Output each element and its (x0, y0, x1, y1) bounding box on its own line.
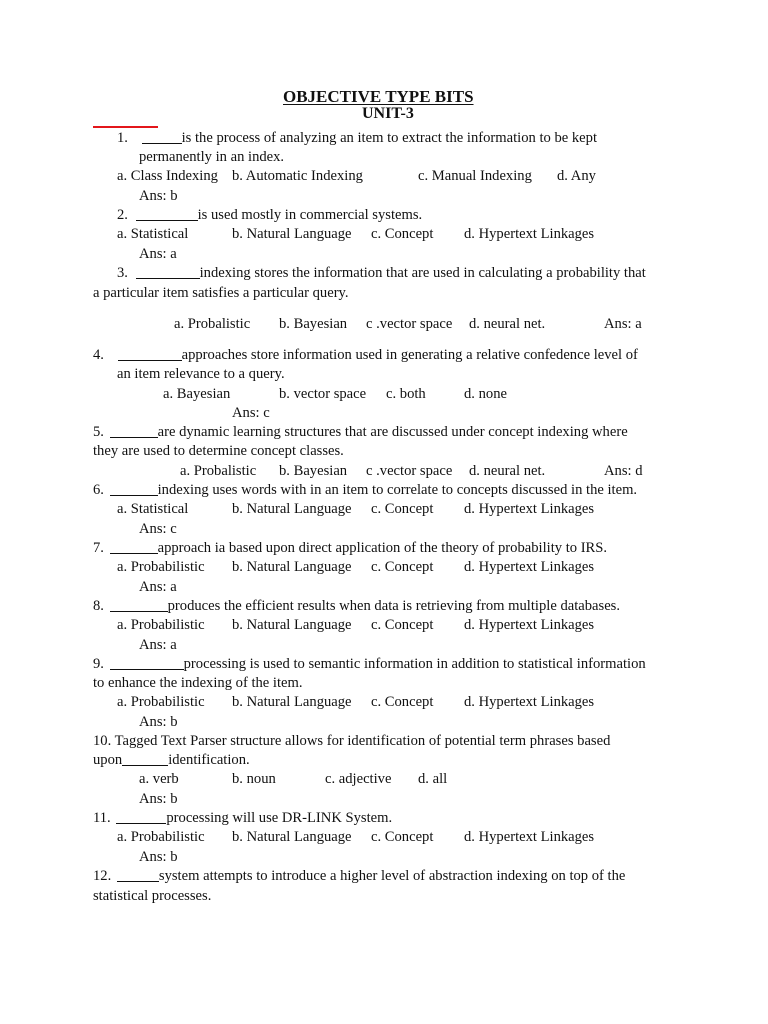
question-text: is the process of analyzing an item to extract the information to be kept (181, 130, 597, 146)
question-text-continued: a particular item satisfies a particular query. (93, 285, 349, 301)
option-c: c. Manual Indexing (418, 168, 532, 184)
answer-key: Ans: b (139, 849, 178, 865)
question-number: 6. (93, 482, 104, 498)
question-text: indexing uses words with in an item to correlate to concepts discussed in the item. (157, 482, 638, 498)
answer-blank (110, 483, 158, 496)
option-d: d. Hypertext Linkages (464, 226, 595, 242)
option-a: a. Probabilistic (117, 694, 205, 710)
answer-blank (116, 811, 166, 824)
answer-key: Ans: a (139, 579, 177, 595)
question-number: 1. (117, 130, 128, 146)
answer-key: Ans: b (139, 714, 178, 730)
question-text: approach ia based upon direct application of the theory of probability to IRS. (157, 540, 608, 556)
answer-blank (110, 599, 168, 612)
question-line (93, 657, 646, 672)
question-number: 10. (93, 733, 112, 749)
page-subtitle: UNIT-3 (362, 105, 414, 122)
question-line (117, 131, 597, 146)
question-line (117, 208, 422, 223)
option-c: c. Concept (371, 829, 434, 845)
option-d: d. Hypertext Linkages (464, 501, 595, 517)
answer-key: Ans: c (232, 405, 270, 421)
question-text: produces the efficient results when data is retrieving from multiple databases. (167, 598, 621, 614)
question-text: processing is used to semantic information in addition to statistical information (183, 656, 646, 672)
question-line (93, 483, 637, 498)
option-b: b. Natural Language (232, 226, 352, 242)
option-d: d. Hypertext Linkages (464, 829, 595, 845)
question-number: 7. (93, 540, 104, 556)
question-text: indexing stores the information that are used in calculating a probability that (199, 265, 646, 281)
option-a: a. Statistical (117, 226, 189, 242)
option-a: a. Probalistic (180, 463, 257, 479)
question-text: is used mostly in commercial systems. (197, 207, 423, 223)
option-d: d. neural net. (469, 463, 546, 479)
option-b: b. vector space (279, 386, 367, 402)
question-text-continued: an item relevance to a query. (117, 366, 285, 382)
answer-blank (136, 266, 200, 279)
question-text-continued: statistical processes. (93, 888, 212, 904)
option-b: b. Natural Language (232, 829, 352, 845)
question-text-continued (93, 753, 250, 768)
option-a: a. Statistical (117, 501, 189, 517)
question-number: 2. (117, 207, 128, 223)
answer-blank (142, 131, 182, 144)
answer-key: Ans: a (139, 637, 177, 653)
answer-key: Ans: b (139, 791, 178, 807)
question-text: system attempts to introduce a higher level of abstraction indexing on top of the (158, 868, 626, 884)
question-line (93, 599, 620, 614)
question-text: are dynamic learning structures that are discussed under concept indexing where (157, 424, 628, 440)
question-number: 12. (93, 868, 112, 884)
question-line (93, 869, 625, 884)
option-a: a. Probabilistic (117, 559, 205, 575)
option-b: b. Natural Language (232, 559, 352, 575)
option-a: a. Probabilistic (117, 617, 205, 633)
question-number: 5. (93, 424, 104, 440)
option-d: d. Hypertext Linkages (464, 559, 595, 575)
question-number: 3. (117, 265, 128, 281)
question-line (117, 266, 646, 281)
option-a: a. Probalistic (174, 316, 251, 332)
option-c: c. Concept (371, 559, 434, 575)
question-number: 9. (93, 656, 104, 672)
question-text: Tagged Text Parser structure allows for identification of potential term phrases based (114, 733, 611, 749)
option-d: d. Hypertext Linkages (464, 617, 595, 633)
option-b: b. Natural Language (232, 617, 352, 633)
answer-blank (110, 425, 158, 438)
answer-key: Ans: d (604, 463, 643, 479)
question-text-continued: permanently in an index. (139, 149, 285, 165)
answer-key: Ans: a (139, 246, 177, 262)
option-b: b. Natural Language (232, 501, 352, 517)
answer-blank (118, 348, 182, 361)
option-d: d. Hypertext Linkages (464, 694, 595, 710)
option-d: d. Any (557, 168, 596, 184)
option-a: a. Bayesian (163, 386, 231, 402)
option-a: a. Class Indexing (117, 168, 218, 184)
question-line (93, 425, 628, 440)
question-number: 4. (93, 347, 104, 363)
option-d: d. none (464, 386, 507, 402)
answer-key: Ans: a (604, 316, 642, 332)
question-line (93, 734, 610, 749)
question-text-continued: they are used to determine concept classes. (93, 443, 344, 459)
question-number: 11. (93, 810, 111, 826)
option-b: b. Bayesian (279, 463, 348, 479)
option-c: c. Concept (371, 694, 434, 710)
answer-blank (117, 869, 159, 882)
question-text-continued: to enhance the indexing of the item. (93, 675, 303, 691)
option-b: b. Bayesian (279, 316, 348, 332)
option-b: b. Automatic Indexing (232, 168, 363, 184)
option-c: c. Concept (371, 501, 434, 517)
question-text: processing will use DR-LINK System. (166, 810, 393, 826)
option-b: b. Natural Language (232, 694, 352, 710)
answer-blank (110, 541, 158, 554)
question-line (93, 348, 638, 363)
answer-blank (122, 753, 168, 766)
answer-key: Ans: c (139, 521, 177, 537)
option-b: b. noun (232, 771, 276, 787)
question-line (93, 541, 607, 556)
option-a: a. Probabilistic (117, 829, 205, 845)
option-c: c .vector space (366, 463, 453, 479)
answer-blank (110, 657, 184, 670)
option-d: d. all (418, 771, 448, 787)
option-d: d. neural net. (469, 316, 546, 332)
question-line (93, 811, 392, 826)
answer-blank (136, 208, 198, 221)
option-c: c. Concept (371, 617, 434, 633)
option-c: c. both (386, 386, 426, 402)
red-underline-mark (93, 126, 158, 128)
question-number: 8. (93, 598, 104, 614)
option-a: a. verb (139, 771, 179, 787)
question-text: approaches store information used in generating a relative confedence level of (181, 347, 638, 363)
question-text-before-blank: upon (93, 752, 123, 768)
answer-key: Ans: b (139, 188, 178, 204)
option-c: c .vector space (366, 316, 453, 332)
option-c: c. Concept (371, 226, 434, 242)
option-c: c. adjective (325, 771, 392, 787)
question-text-after-blank: identification. (168, 752, 250, 768)
page-title: OBJECTIVE TYPE BITS (283, 87, 474, 106)
